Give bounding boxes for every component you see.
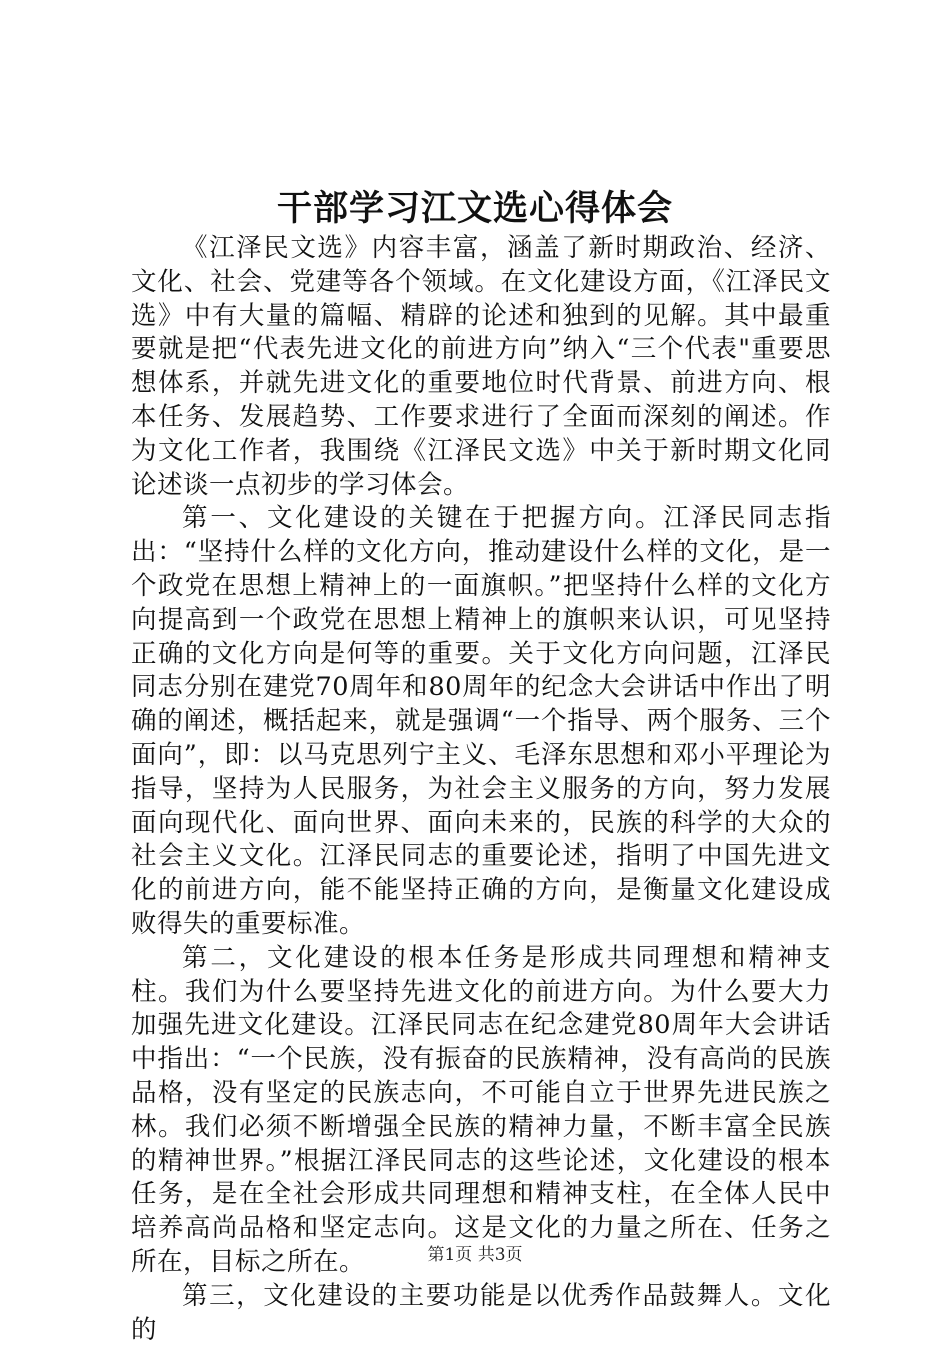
paragraph-third-point: 第三，文化建设的主要功能是以优秀作品鼓舞人。文化的 (131, 1280, 831, 1345)
paragraph-intro: 《江泽民文选》内容丰富，涵盖了新时期政治、经济、文化、社会、党建等各个领域。在文化建设方面，《江泽民文选》中有大量的篇幅、精辟的论述和独到的见解。其中最重要就是把“代表先进文化的前进方向”纳入“三个代表"重要思想体系，并就先进文化的重要地位时代背景、前进方向、根本任务、发展趋势、工作要求进行了全面而深刻的阐述。作为文化工作者，我围绕《江泽民文选》中关于新时期文化同论述谈一点初步的学习体会。 (131, 233, 831, 500)
paragraph-second-point: 第二，文化建设的根本任务是形成共同理想和精神支柱。我们为什么要坚持先进文化的前进方向。为什么要大力加强先进文化建设。江泽民同志在纪念建党80周年大会讲话中指出：“一个民族，没有振奋的民族精神，没有高尚的民族品格，没有坚定的民族志向，不可能自立于世界先进民族之林。我们必须不断增强全民族的精神力量，不断丰富全民族的精神世界。”根据江泽民同志的这些论述，文化建设的根本任务，是在全社会形成共同理想和精神支柱，在全体人民中培养高尚品格和坚定志向。这是文化的力量之所在、任务之所在，目标之所在。 (131, 942, 831, 1277)
document-body (131, 232, 831, 1347)
document-title: 干部学习江文选心得体会 (276, 188, 673, 229)
paragraph-first-point: 第一、文化建设的关键在于把握方向。江泽民同志指出：“坚持什么样的文化方向，推动建设什么样的文化，是一个政党在思想上精神上的一面旗帜。”把坚持什么样的文化方向提高到一个政党在思想上精神上的旗帜来认识，可见坚持正确的文化方向是何等的重要。关于文化方向问题，江泽民同志分别在建党70周年和80周年的纪念大会讲话中作出了明确的阐述，概括起来，就是强调“一个指导、两个服务、三个面向”，即：以马克思列宁主义、毛泽东思想和邓小平理论为指导，坚持为人民服务，为社会主义服务的方向，努力发展面向现代化、面向世界、面向未来的，民族的科学的大众的社会主义文化。江泽民同志的重要论述，指明了中国先进文化的前进方向，能不能坚持正确的方向，是衡量文化建设成败得失的重要标准。 (131, 503, 831, 939)
page-number-footer: 第1页 共3页 (427, 1245, 523, 1265)
